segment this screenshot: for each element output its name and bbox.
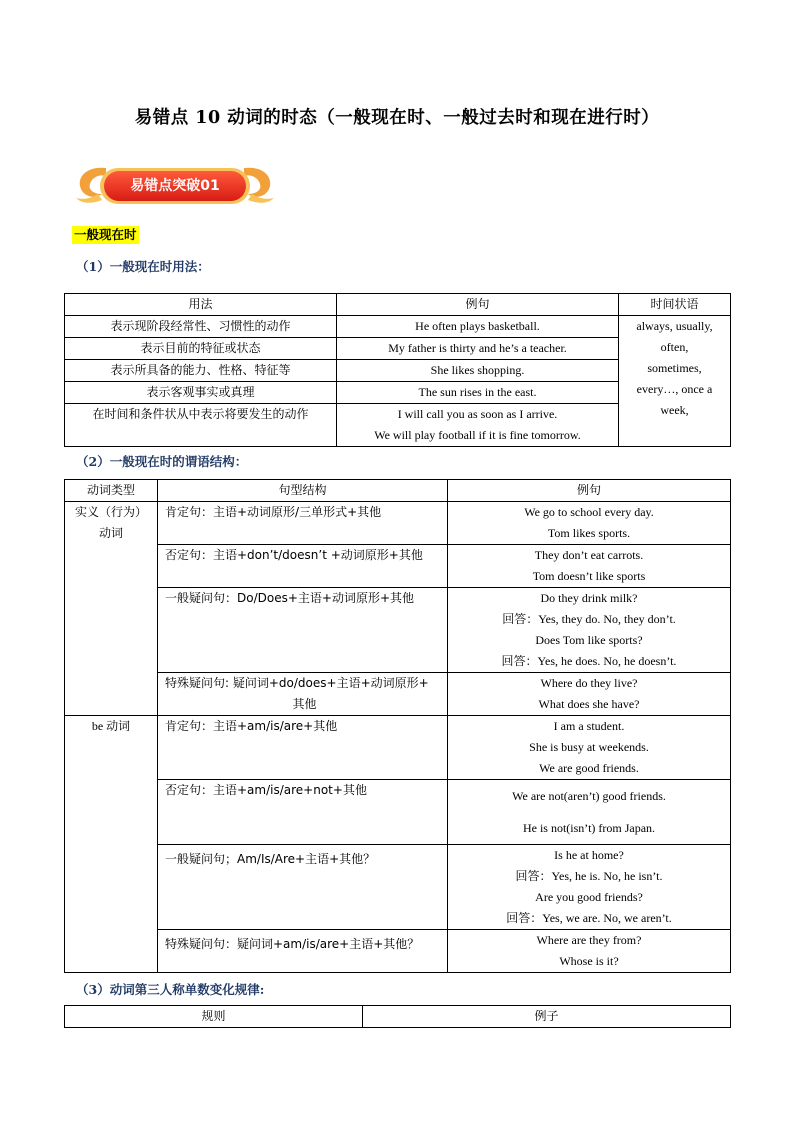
- example-cell: My father is thirty and he’s a teacher.: [337, 338, 619, 360]
- page-title: 易错点 10 动词的时态（一般现在时、一般过去时和现在进行时）: [134, 108, 660, 128]
- section-heading-highlight: 一般现在时: [74, 227, 137, 242]
- example-cell: Where do they live? What does she have?: [448, 673, 731, 716]
- table-row: [65, 780, 731, 845]
- example-cell: Where are they from? Whose is it?: [448, 930, 731, 973]
- header-rule: 规则: [65, 1006, 363, 1028]
- example-cell: We are not(aren’t) good friends. He is not(isn’t) from Japan.: [448, 780, 731, 845]
- structure-cell: 肯定句：主语+am/is/are+其他: [158, 716, 448, 780]
- example-cell: The sun rises in the east.: [337, 382, 619, 404]
- table-row: [65, 845, 731, 930]
- structure-cell: 肯定句：主语+动词原形/三单形式+其他: [158, 502, 448, 545]
- table-row: [65, 716, 731, 780]
- header-example: 例句: [448, 480, 731, 502]
- time-adverbial-cell: always, usually, often, sometimes, every…, once a week,: [619, 316, 731, 447]
- header-usage: 用法: [65, 294, 337, 316]
- example-cell: I am a student. She is busy at weekends. We are good friends.: [448, 716, 731, 780]
- table-row: [65, 930, 731, 973]
- example-cell: Do they drink milk? 回答：Yes, they do. No, they don’t. Does Tom like sports? 回答：Yes, he does. No, he doesn’t.: [448, 588, 731, 673]
- header-example: 例句: [337, 294, 619, 316]
- table-header-row: [65, 294, 731, 316]
- table-row: [65, 502, 731, 545]
- verb-type-cell: 实义（行为） 动词: [65, 502, 158, 716]
- example-cell: They don’t eat carrots. Tom doesn’t like sports: [448, 545, 731, 588]
- section-badge: [72, 160, 278, 212]
- example-cell: I will call you as soon as I arrive. We will play football if it is fine tomorrow.: [337, 404, 619, 447]
- header-verb-type: 动词类型: [65, 480, 158, 502]
- example-cell: She likes shopping.: [337, 360, 619, 382]
- header-structure: 句型结构: [158, 480, 448, 502]
- table-row: [65, 545, 731, 588]
- structure-cell: 否定句：主语+don’t/doesn’t +动词原形+其他: [158, 545, 448, 588]
- usage-table: [64, 293, 731, 447]
- structure-cell: 一般疑问句：Do/Does+主语+动词原形+其他: [158, 588, 448, 673]
- usage-cell: 表示所具备的能力、性格、特征等: [65, 360, 337, 382]
- verb-type-cell: be 动词: [65, 716, 158, 973]
- structure-cell: 否定句：主语+am/is/are+not+其他: [158, 780, 448, 845]
- usage-cell: 在时间和条件状从中表示将要发生的动作: [65, 404, 337, 447]
- header-time-adverbial: 时间状语: [619, 294, 731, 316]
- structure-table: [64, 479, 731, 973]
- section2-heading: （2）一般现在时的谓语结构：: [76, 454, 248, 469]
- example-cell: Is he at home? 回答：Yes, he is. No, he isn’t. Are you good friends? 回答：Yes, we are. No, we aren’t.: [448, 845, 731, 930]
- table-header-row: [65, 1006, 731, 1028]
- usage-cell: 表示目前的特征或状态: [65, 338, 337, 360]
- table-row: [65, 588, 731, 673]
- structure-cell: 一般疑问句；Am/Is/Are+主语+其他？: [158, 845, 448, 930]
- table-row: [65, 673, 731, 716]
- structure-cell: 特殊疑问句：疑问词+am/is/are+主语+其他？: [158, 930, 448, 973]
- badge-label: 易错点突破01: [130, 178, 220, 194]
- usage-cell: 表示客观事实或真理: [65, 382, 337, 404]
- structure-cell: 特殊疑问句: 疑问词+do/does+主语+动词原形+ 其他: [158, 673, 448, 716]
- table-row: [65, 316, 731, 338]
- header-example: 例子: [363, 1006, 731, 1028]
- example-cell: He often plays basketball.: [337, 316, 619, 338]
- rules-table: [64, 1005, 731, 1028]
- section3-heading: （3）动词第三人称单数变化规律:: [76, 982, 265, 997]
- section1-heading: （1）一般现在时用法：: [76, 259, 210, 274]
- table-header-row: [65, 480, 731, 502]
- example-cell: We go to school every day. Tom likes sports.: [448, 502, 731, 545]
- usage-cell: 表示现阶段经常性、习惯性的动作: [65, 316, 337, 338]
